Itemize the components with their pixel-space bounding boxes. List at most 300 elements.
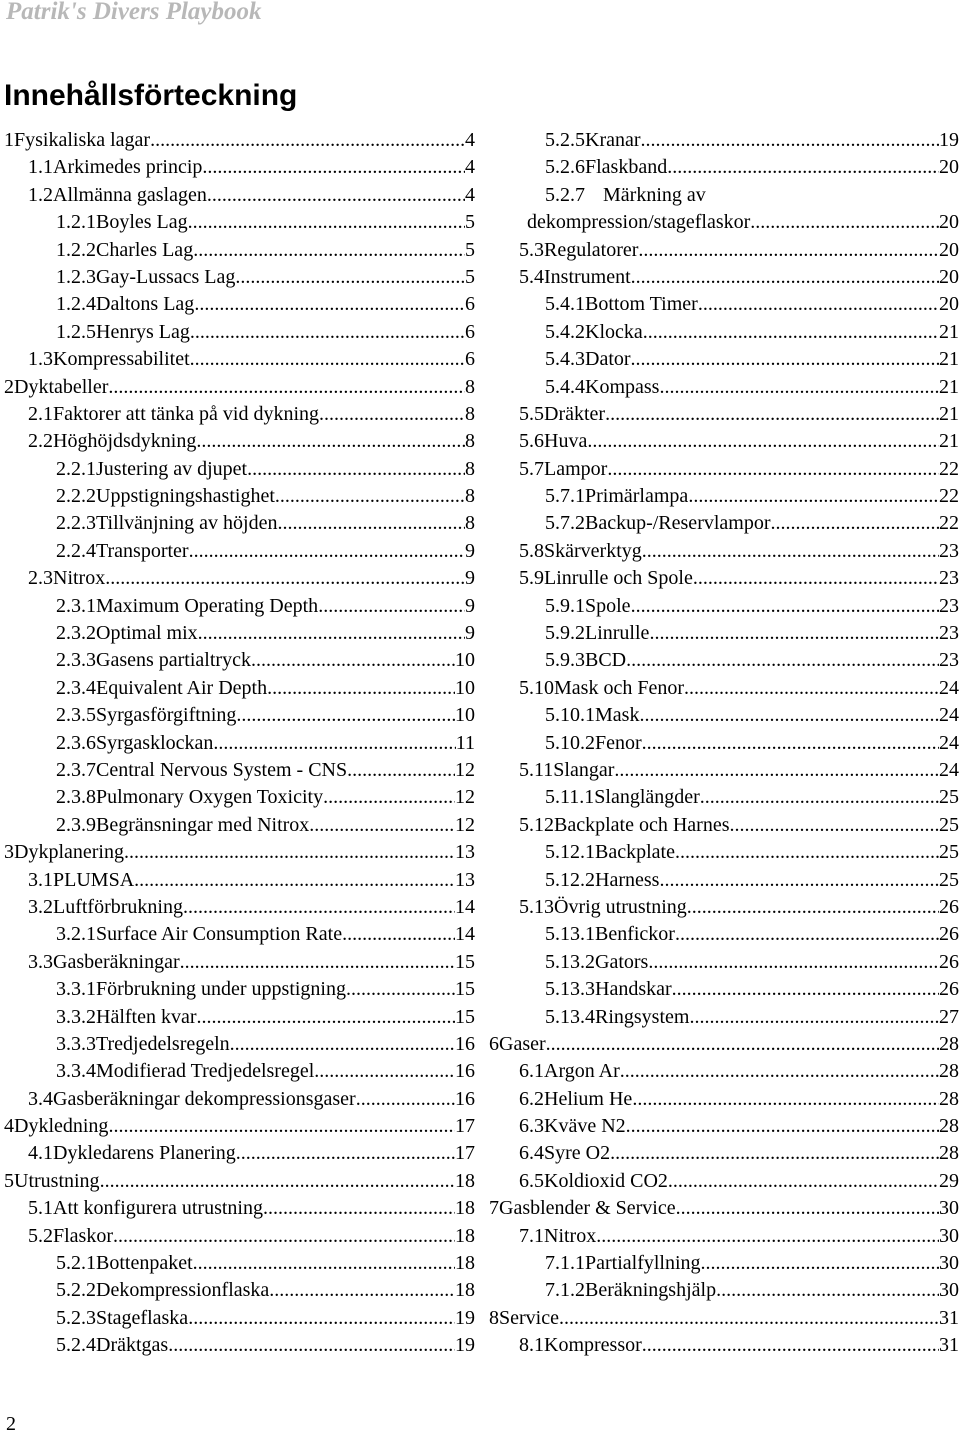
toc-entry[interactable] [489,1305,959,1332]
toc-entry-number: 5.3 [519,238,544,261]
toc-entry[interactable] [489,428,959,455]
toc-dot-leader [275,483,465,510]
toc-entry-number: 4 [4,1115,14,1138]
toc-entry-title: Förbrukning under uppstigning [96,976,346,1003]
toc-entry-title: Gasberäkningar [53,949,180,976]
toc-entry-title: Syre O2 [544,1140,610,1167]
toc-entry-page: 22 [939,485,959,508]
toc-entry-page: 24 [939,704,959,727]
toc-entry-page: 13 [455,868,475,891]
toc-entry[interactable] [489,1168,959,1195]
toc-entry[interactable] [489,346,959,373]
toc-dot-leader [614,757,939,784]
toc-entry-number: 5.9.2 [545,622,585,645]
toc-dot-leader [648,949,939,976]
toc-entry-page: 30 [939,1197,959,1220]
toc-dot-leader [659,374,939,401]
toc-entry[interactable] [4,1004,475,1031]
toc-entry[interactable] [489,401,959,428]
toc-dot-leader [626,647,939,674]
toc-entry-page: 8 [465,512,475,535]
toc-dot-leader [750,209,939,236]
toc-entry-title: Övrig utrustning [554,894,687,921]
toc-entry-title: Syrgasförgiftning [96,702,236,729]
toc-entry-page: 28 [939,1115,959,1138]
toc-entry-number: 1.2.1 [56,211,96,234]
toc-entry-number: 5.13 [519,895,554,918]
toc-dot-leader [639,702,939,729]
toc-dot-leader [108,1113,455,1140]
toc-entry-title: Dräkter [544,401,605,428]
toc-entry[interactable] [4,1223,475,1250]
toc-entry[interactable] [4,154,475,181]
toc-entry-page: 18 [455,1169,475,1192]
toc-entry[interactable] [489,1004,959,1031]
toc-entry-page: 20 [939,265,959,288]
toc-entry-page: 24 [939,731,959,754]
toc-dot-leader [318,593,465,620]
toc-entry-title: Service [499,1305,559,1332]
toc-entry[interactable] [489,483,959,510]
toc-entry-page: 25 [939,813,959,836]
toc-entry-page: 19 [455,1334,475,1357]
toc-entry-number: 2.2 [28,430,53,453]
toc-dot-leader [188,1305,455,1332]
toc-dot-leader [267,675,455,702]
toc-entry[interactable] [489,182,959,209]
toc-entry[interactable] [4,538,475,565]
toc-entry-number: 2.1 [28,402,53,425]
toc-entry-number: 5.8 [519,539,544,562]
toc-entry[interactable] [4,127,475,154]
toc-dot-leader [213,730,455,757]
toc-entry[interactable] [4,1168,475,1195]
toc-entry-page: 5 [465,238,475,261]
toc-entry-number: 5.10.2 [545,731,595,754]
toc-entry-title: Fysikaliska lagar [14,127,150,154]
toc-entry[interactable] [489,702,959,729]
toc-entry-title: Höghöjdsdykning [53,428,196,455]
toc-entry[interactable] [489,675,959,702]
toc-entry-number: 2.3.6 [56,731,96,754]
toc-entry-page: 16 [455,1060,475,1083]
toc-entry[interactable] [489,1223,959,1250]
toc-entry-number: 2.3.4 [56,676,96,699]
toc-entry-page: 28 [939,1142,959,1165]
toc-entry[interactable] [489,1086,959,1113]
toc-entry[interactable] [489,647,959,674]
toc-entry-title: Kompressabilitet [53,346,190,373]
toc-entry-page: 28 [939,1032,959,1055]
toc-entry-number: 5.4.2 [545,320,585,343]
toc-entry-title: Linrulle [585,620,649,647]
toc-entry[interactable] [4,593,475,620]
toc-entry[interactable] [4,1031,475,1058]
toc-entry-number: 5.2.6 [545,156,585,179]
toc-entry-number: 5.2.4 [56,1334,96,1357]
toc-entry-number: 3.3.4 [56,1060,96,1083]
toc-dot-leader [676,1195,939,1222]
toc-entry[interactable] [489,867,959,894]
toc-entry-title: Justering av djupet [96,456,247,483]
toc-entry-page: 24 [939,758,959,781]
toc-dot-leader [190,346,465,373]
toc-entry-number: 7.1.2 [545,1279,585,1302]
toc-entry-number: 5.2.2 [56,1279,96,1302]
toc-entry[interactable] [4,784,475,811]
toc-entry-page: 28 [939,1087,959,1110]
toc-dot-leader [197,1004,455,1031]
toc-entry-title: Kranar [585,127,641,154]
toc-dot-leader [643,319,939,346]
toc-dot-leader [230,1031,455,1058]
toc-dot-leader [269,1277,455,1304]
toc-entry[interactable] [4,1277,475,1304]
toc-entry[interactable] [4,291,475,318]
toc-dot-leader [100,1168,455,1195]
toc-dot-leader [124,839,455,866]
toc-entry-number: 3.2 [28,895,53,918]
toc-entry[interactable] [489,839,959,866]
toc-entry-page: 4 [465,183,475,206]
toc-entry-number: 2.3.1 [56,594,96,617]
toc-dot-leader [207,182,465,209]
toc-entry-number: 3.3.2 [56,1005,96,1028]
toc-dot-leader [687,894,939,921]
toc-entry[interactable] [489,730,959,757]
toc-entry[interactable] [4,319,475,346]
toc-entry[interactable] [4,1195,475,1222]
toc-entry-page: 23 [939,567,959,590]
toc-entry-page: 17 [455,1142,475,1165]
toc-entry-page: 9 [465,567,475,590]
toc-entry-number: 5.13.3 [545,978,595,1001]
toc-entry-page: 30 [939,1279,959,1302]
toc-entry[interactable] [4,1140,475,1167]
toc-entry[interactable] [4,1332,475,1359]
toc-entry[interactable] [4,483,475,510]
toc-entry-page: 26 [939,950,959,973]
toc-entry-number: 3 [4,841,14,864]
toc-entry-page: 19 [455,1306,475,1329]
toc-entry-number: 2.3.3 [56,649,96,672]
toc-entry[interactable] [489,894,959,921]
toc-entry-number: 3.3.1 [56,978,96,1001]
toc-entry[interactable] [489,237,959,264]
toc-dot-leader [183,894,455,921]
toc-entry-page: 26 [939,923,959,946]
toc-dot-leader [701,1250,939,1277]
toc-entry-page: 8 [465,485,475,508]
toc-entry-number: 5.7.2 [545,512,585,535]
toc-entry-title: Handskar [595,976,672,1003]
toc-entry-page: 25 [939,868,959,891]
toc-entry[interactable] [489,291,959,318]
toc-entry-title: PLUMSA [53,867,134,894]
toc-dot-leader [596,1223,939,1250]
toc-entry-title: Ringsystem [595,1004,689,1031]
toc-dot-leader [277,510,465,537]
toc-entry[interactable] [4,1058,475,1085]
toc-entry-page: 18 [455,1197,475,1220]
toc-entry[interactable] [489,264,959,291]
toc-entry-title: Klocka [585,319,643,346]
toc-entry-number: 6.2 [519,1087,544,1110]
toc-entry[interactable] [489,620,959,647]
toc-entry[interactable] [489,1332,959,1359]
toc-entry-page: 25 [939,841,959,864]
toc-entry-page: 24 [939,676,959,699]
toc-entry-number: 5.11 [519,758,554,781]
toc-entry-title: BCD [585,647,626,674]
toc-dot-leader [688,483,939,510]
toc-dot-leader [649,620,939,647]
toc-entry-title: Central Nervous System - CNS [96,757,347,784]
toc-entry[interactable] [4,1250,475,1277]
toc-dot-leader [559,1305,939,1332]
toc-entry[interactable] [489,1277,959,1304]
toc-entry-number: 1 [4,129,14,151]
toc-entry[interactable] [489,510,959,537]
toc-entry-number: 5.4.3 [545,348,585,371]
toc-entry[interactable] [4,1113,475,1140]
toc-entry-title: Märkning av [603,182,706,209]
toc-entry[interactable] [4,401,475,428]
toc-dot-leader [319,401,465,428]
toc-entry-page: 30 [939,1252,959,1275]
toc-entry-page: 26 [939,895,959,918]
toc-entry-title: Slanglängder [594,784,700,811]
toc-entry-page: 22 [939,512,959,535]
toc-entry[interactable] [489,1058,959,1085]
toc-entry-page: 8 [465,430,475,453]
toc-entry-number: 5.4.4 [545,375,585,398]
toc-entry-number: 3.3 [28,950,53,973]
toc-dot-leader [638,237,939,264]
toc-entry[interactable] [4,757,475,784]
toc-entry-title: Gaser [499,1031,546,1058]
toc-entry-title: Lampor [544,456,607,483]
toc-dot-leader [194,291,465,318]
toc-dot-leader [346,976,455,1003]
toc-entry-number: 2.2.3 [56,512,96,535]
toc-dot-leader [193,1250,455,1277]
toc-entry[interactable] [4,456,475,483]
toc-entry[interactable] [489,784,959,811]
toc-entry-number: 5.4.1 [545,293,585,316]
toc-dot-leader [251,647,455,674]
toc-entry-page: 11 [455,731,475,754]
toc-entry-page: 23 [939,594,959,617]
toc-entry-page: 12 [455,786,475,809]
toc-dot-leader [347,757,455,784]
toc-entry-title: Syrgasklockan [96,730,213,757]
toc-entry-page: 9 [465,539,475,562]
toc-entry[interactable] [489,456,959,483]
toc-entry[interactable] [489,1113,959,1140]
toc-entry[interactable] [4,565,475,592]
toc-entry-title: Gasens partialtryck [96,647,251,674]
toc-entry-title: Allmänna gaslagen [53,182,207,209]
toc-entry[interactable] [4,1305,475,1332]
toc-entry-title: Flaskband [585,154,667,181]
toc-entry[interactable] [489,209,959,236]
toc-entry[interactable] [4,949,475,976]
toc-entry-title: Fenor [595,730,642,757]
toc-entry[interactable] [4,976,475,1003]
toc-entry-title: Dekompressionflaska [96,1277,269,1304]
toc-entry-title: Luftförbrukning [53,894,183,921]
toc-entry-page: 21 [939,430,959,453]
toc-entry-page: 9 [465,594,475,617]
toc-dot-leader [235,264,465,291]
toc-entry[interactable] [4,839,475,866]
toc-entry-title: Regulatorer [544,237,638,264]
toc-entry-number: 5.13.1 [545,923,595,946]
toc-entry-title: Partialfyllning [585,1250,701,1277]
toc-dot-leader [168,1332,455,1359]
toc-entry[interactable] [4,730,475,757]
toc-entry-page: 16 [455,1032,475,1055]
toc-entry-number: 2.3.7 [56,758,96,781]
toc-entry-number: 2.3.8 [56,786,96,809]
toc-entry-page: 21 [939,348,959,371]
toc-entry-title: Begränsningar med Nitrox [96,812,309,839]
toc-entry[interactable] [489,1250,959,1277]
toc-entry[interactable] [489,565,959,592]
toc-entry-page: 15 [455,950,475,973]
toc-dot-leader [607,456,939,483]
toc-entry[interactable] [4,867,475,894]
toc-dot-leader [193,237,465,264]
toc-entry[interactable] [4,264,475,291]
toc-entry[interactable] [489,921,959,948]
toc-dot-leader [247,456,465,483]
toc-dot-leader [631,346,939,373]
toc-dot-leader [198,620,465,647]
toc-entry-title: Optimal mix [96,620,198,647]
toc-entry-number: 5.12.2 [545,868,595,891]
toc-entry-number: 6.4 [519,1142,544,1165]
toc-entry[interactable] [489,1140,959,1167]
toc-entry-number: 5.2.3 [56,1306,96,1329]
toc-entry-page: 16 [455,1087,475,1110]
toc-entry[interactable] [4,346,475,373]
toc-entry[interactable] [489,949,959,976]
toc-dot-leader [700,784,939,811]
toc-entry-page: 10 [455,676,475,699]
toc-entry-number: 1.3 [28,348,53,371]
toc-entry-number: 5.12 [519,813,554,836]
toc-entry-title: Hälften kvar [96,1004,197,1031]
toc-entry[interactable] [489,374,959,401]
toc-dot-leader [641,127,939,154]
toc-entry-title: Dykplanering [14,839,124,866]
toc-entry-page: 5 [465,265,475,288]
toc-entry-number: 5.11.1 [545,786,595,809]
toc-entry-number: 1.2.4 [56,293,96,316]
toc-entry-number: 5.1 [28,1197,53,1220]
toc-entry[interactable] [4,374,475,401]
toc-entry-number: 7 [489,1197,499,1220]
toc-dot-leader [642,730,939,757]
toc-entry[interactable] [489,154,959,181]
toc-entry[interactable] [489,1195,959,1222]
toc-entry-page: 25 [939,786,959,809]
toc-entry-page: 8 [465,457,475,480]
toc-entry-page: 9 [465,622,475,645]
toc-entry-number: 2.3.9 [56,813,96,836]
toc-entry-number: 1.2.5 [56,320,96,343]
toc-entry-title: Gasblender & Service [499,1195,676,1222]
toc-entry-number: 7.1.1 [545,1252,585,1275]
toc-entry-title: Henrys Lag [96,319,190,346]
toc-dot-leader [190,319,465,346]
toc-entry-number: 5.13.4 [545,1005,595,1028]
toc-entry-page: 22 [939,457,959,480]
toc-entry-title: Backplate och Harnes [554,812,729,839]
toc-dot-leader [689,1004,939,1031]
toc-entry-page: 18 [455,1252,475,1275]
toc-entry[interactable] [489,976,959,1003]
toc-entry[interactable] [489,757,959,784]
toc-entry[interactable] [4,428,475,455]
toc-entry[interactable] [4,510,475,537]
toc-entry[interactable] [4,182,475,209]
toc-entry[interactable] [489,1031,959,1058]
toc-heading: Innehållsförteckning [4,79,298,112]
toc-entry-page: 23 [939,649,959,672]
toc-entry[interactable] [4,894,475,921]
toc-entry-title: Surface Air Consumption Rate [96,921,342,948]
toc-entry-number: 1.2 [28,183,53,206]
toc-entry[interactable] [4,812,475,839]
toc-entry[interactable] [489,127,959,154]
toc-entry[interactable] [4,209,475,236]
toc-entry-number: 5.5 [519,402,544,425]
toc-entry[interactable] [489,538,959,565]
toc-entry[interactable] [4,921,475,948]
toc-dot-leader [642,538,939,565]
toc-entry[interactable] [4,675,475,702]
toc-entry-page: 19 [939,129,959,151]
toc-entry-page: 31 [939,1334,959,1357]
toc-entry-title: Kväve N2 [544,1113,626,1140]
toc-entry[interactable] [489,812,959,839]
toc-entry-title: Modifierad Tredjedelsregel [96,1058,314,1085]
toc-entry-title: Uppstigningshastighet [96,483,275,510]
toc-entry[interactable] [4,620,475,647]
toc-dot-leader [180,949,455,976]
toc-entry-title: Stageflaska [96,1305,188,1332]
toc-entry[interactable] [4,237,475,264]
toc-entry-page: 21 [939,320,959,343]
toc-entry[interactable] [4,1086,475,1113]
toc-entry[interactable] [489,319,959,346]
toc-entry-page: 14 [455,895,475,918]
toc-entry-number: 1.2.3 [56,265,96,288]
toc-dot-leader [771,510,940,537]
toc-entry[interactable] [4,702,475,729]
toc-entry[interactable] [4,647,475,674]
toc-dot-leader [610,1140,939,1167]
toc-dot-leader [729,812,939,839]
toc-entry-page: 8 [465,375,475,398]
toc-dot-leader [356,1086,455,1113]
toc-dot-leader [342,921,455,948]
toc-entry[interactable] [489,593,959,620]
toc-entry-page: 6 [465,348,475,371]
